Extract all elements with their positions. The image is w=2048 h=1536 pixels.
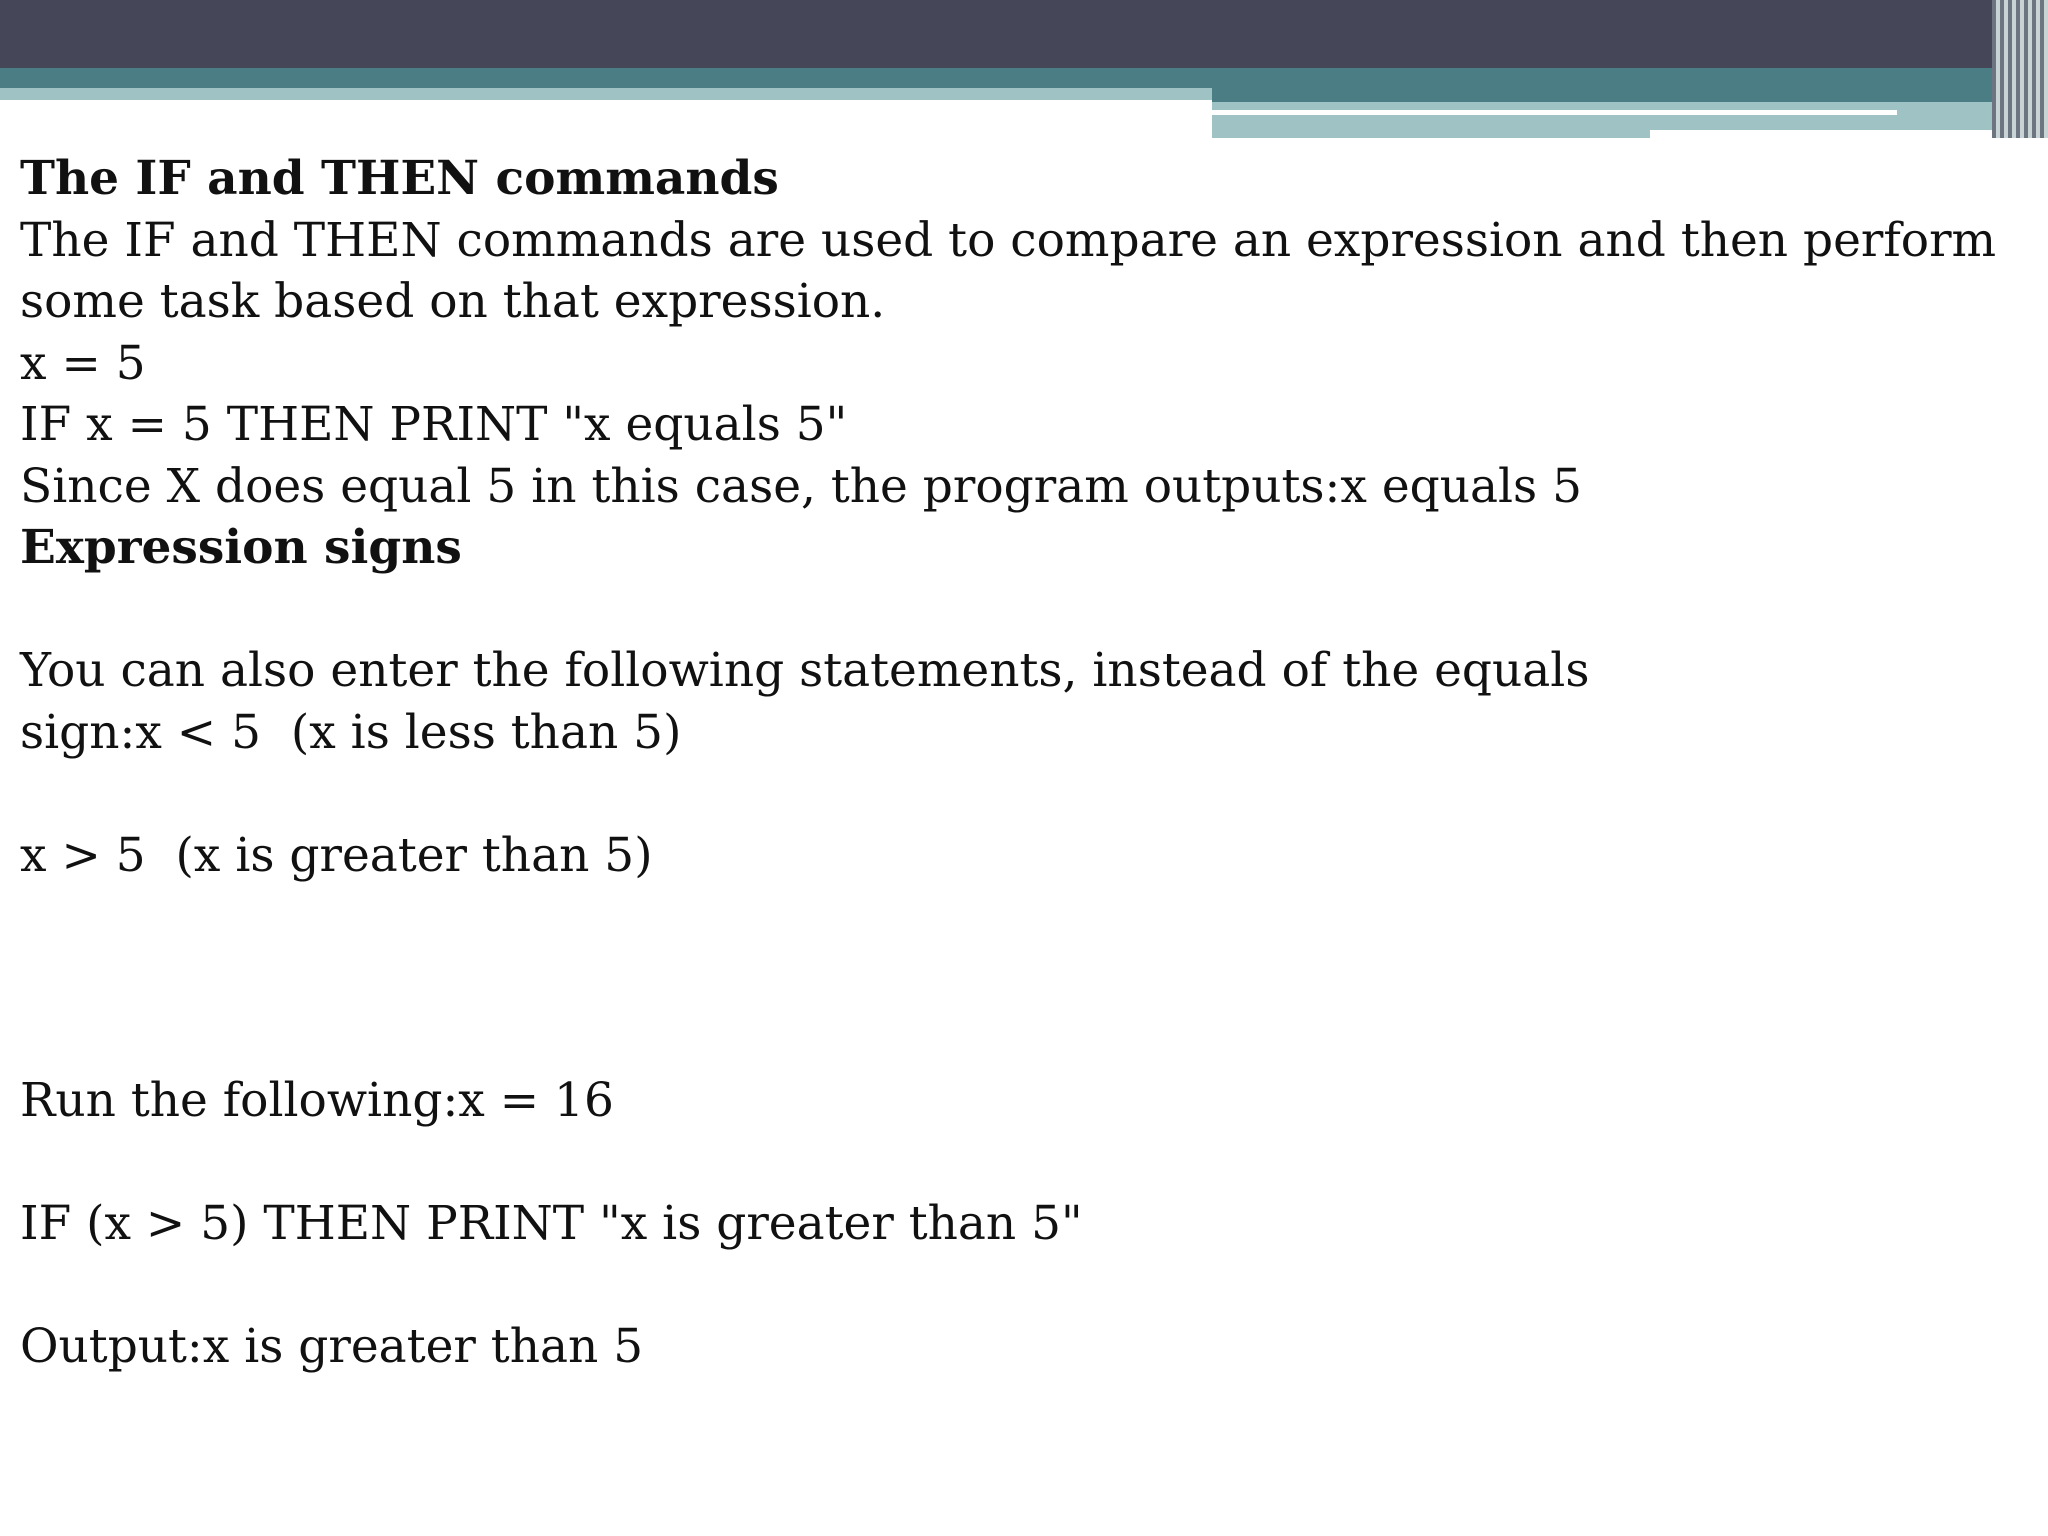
slide-content [20, 148, 2030, 1378]
blank-line [20, 1255, 2030, 1317]
header-teal-band-left [0, 68, 1212, 88]
blank-line [20, 763, 2030, 825]
run-if-line: IF (x > 5) THEN PRINT "x is greater than 5" [20, 1196, 1083, 1251]
statements-intro-line: You can also enter the following statements, instead of the equals [20, 643, 1590, 698]
blank-line [20, 1132, 2030, 1194]
code-line-if: IF x = 5 THEN PRINT "x equals 5" [20, 397, 848, 452]
code-line-assign: x = 5 [20, 335, 146, 391]
header-vertical-stripes [1992, 0, 2048, 138]
greater-than-line: x > 5 (x is greater than 5) [20, 827, 653, 883]
slide-header-decoration [0, 0, 2048, 140]
explanation-line: Since X does equal 5 in this case, the program outputs:x equals 5 [20, 458, 1583, 514]
header-light-band-left [0, 88, 1212, 100]
run-line: Run the following:x = 16 [20, 1073, 614, 1128]
less-than-line: sign:x < 5 (x is less than 5) [20, 704, 682, 760]
blank-line [20, 579, 2030, 641]
section-heading-if-then: The IF and THEN commands [20, 151, 779, 206]
intro-paragraph: The IF and THEN commands are used to compare an expression and then perform some task based on that expression. [20, 212, 1997, 329]
output-line: Output:x is greater than 5 [20, 1319, 644, 1374]
header-white-stripe-short [1650, 130, 2048, 138]
section-heading-expression-signs: Expression signs [20, 520, 462, 575]
blank-gap [20, 886, 2030, 1070]
header-white-stripe [1212, 110, 1897, 115]
header-teal-band-right [1212, 68, 2048, 102]
header-dark-band [0, 0, 2048, 68]
